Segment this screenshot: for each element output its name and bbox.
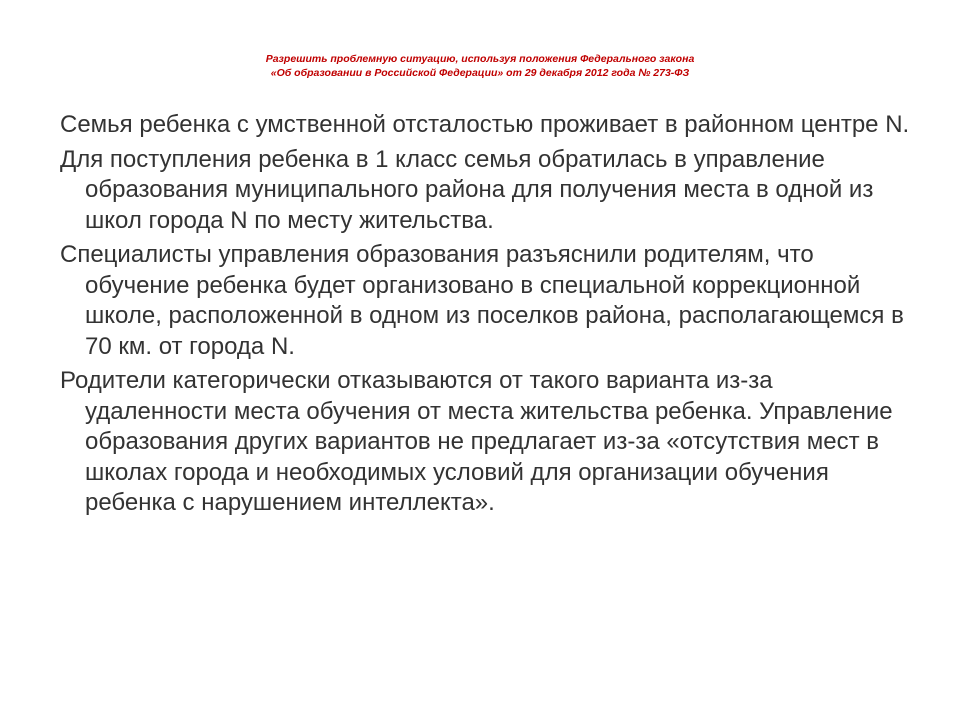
slide-title [120, 52, 840, 80]
paragraph-admission: Для поступления ребенка в 1 класс семья обратилась в управление образования муниципального района для получения места в одной из школ города N по месту жительства. [60, 145, 874, 234]
slide-body [60, 110, 920, 523]
paragraph-parents: Родители категорически отказываются от такого варианта из-за удаленности места обучения от места жительства ребенка. Управление образования других вариантов не предлагает из-за «отсутствия мест в школах города и необходимых условий для организации обучения ребенка с нарушением интеллекта». [60, 367, 893, 516]
paragraph-specialists: Специалисты управления образования разъяснили родителям, что обучение ребенка будет организовано в специальной коррекционной школе, расположенной в одном из поселков района, располагающемся в 70 км. от города N. [60, 241, 904, 360]
paragraph-family: Семья ребенка с умственной отсталостью проживает в районном центре N. [60, 111, 910, 138]
slide-title-line-1: Разрешить проблемную ситуацию, используя положения Федерального закона [265, 53, 695, 65]
slide-title-line-2: «Об образовании в Российской Федерации» от 29 декабря 2012 года № 273-ФЗ [270, 67, 690, 79]
